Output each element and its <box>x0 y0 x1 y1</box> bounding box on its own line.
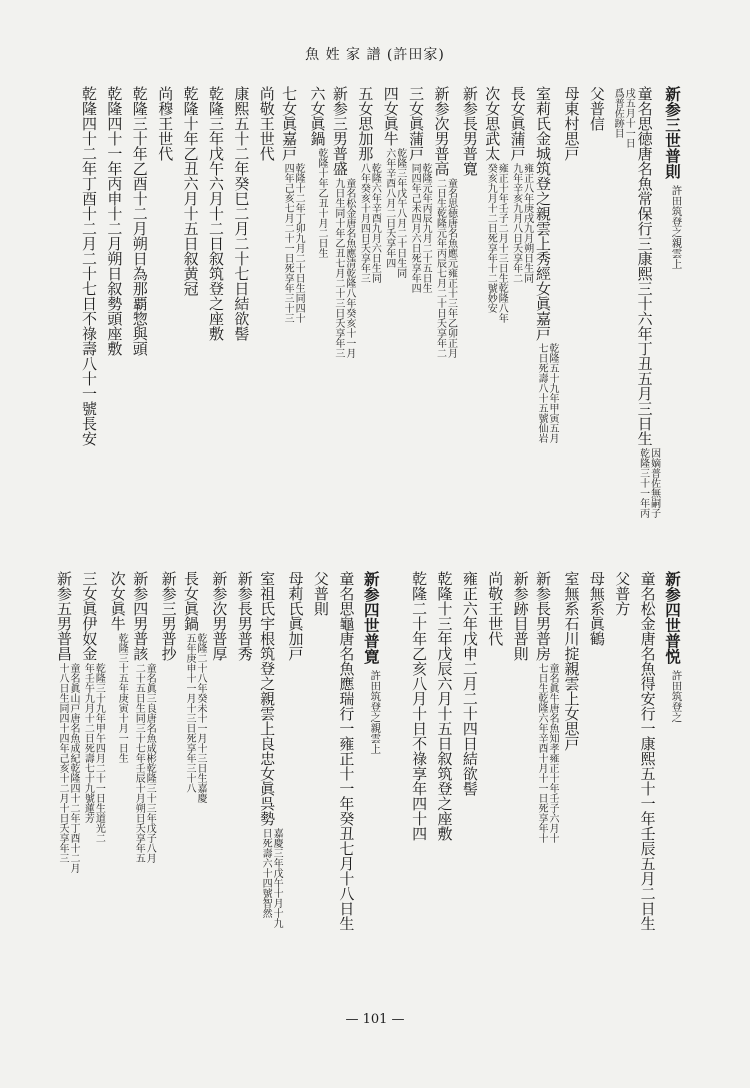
entry-heading: 新参四世普寛 <box>361 571 381 664</box>
column-text: 乾隆四十二年丁酉十二月二十七日不祿壽八十一號長安 <box>80 86 99 446</box>
entry-heading-column <box>660 571 685 723</box>
text-column <box>634 571 659 931</box>
page-number: — 101 — <box>345 1012 405 1027</box>
annotation-line: 童名松金唐名魚應清乾隆八年癸亥十一月 <box>343 178 355 358</box>
text-column <box>152 86 177 161</box>
column-text: 童名思龜唐名魚應瑞行一雍正十一年癸丑七月十八日生 <box>337 571 356 931</box>
column-text: 乾隆三十年乙酉十二月朔日為那覇惣與頭 <box>130 86 149 356</box>
annotation-line: 日死壽六十四號智然 <box>260 828 272 918</box>
text-column <box>482 571 507 646</box>
text-column <box>282 571 307 661</box>
rank-title: 許田筑登之親雲上 <box>670 185 683 269</box>
page-header-title: 魚 姓 家 譜 (許田家) <box>305 47 445 63</box>
text-column <box>533 571 558 843</box>
column-text: 次女思武太 <box>483 86 502 161</box>
column-text: 童名思徳唐名魚常保行三康熙三十六年丁丑五月三日生 <box>635 86 654 446</box>
column-text: 乾隆十三年戊辰六月十五日叙筑登之座敷 <box>435 571 454 841</box>
column-text: 尚穆王世代 <box>156 86 175 161</box>
column-text: 童名松金唐名魚得安行一康熙五十一年壬辰五月二日生 <box>638 571 657 931</box>
annotation-line: 乾隆十年乙丑十月二日生 <box>316 148 328 258</box>
text-column <box>177 86 202 296</box>
annotation <box>116 633 127 763</box>
rank-title: 許田筑登之親雲上 <box>369 670 382 754</box>
column-text: 新参長男普寛 <box>460 86 479 176</box>
rank-title: 許田筑登之 <box>670 670 683 723</box>
annotation-line: 癸亥九月十二日死享年十二號妙安 <box>485 163 497 313</box>
entry-heading: 新参四世普悦 <box>663 571 682 664</box>
text-column <box>126 86 151 356</box>
column-text: 父普則 <box>311 571 330 616</box>
annotation-line: 雍正十年壬子二月十三日生乾隆八年 <box>496 163 508 323</box>
column-text: 乾隆十年乙丑六月十五日叙黄冠 <box>181 86 200 296</box>
annotation <box>133 663 155 863</box>
text-column <box>583 571 608 646</box>
text-column <box>431 571 456 841</box>
column-text: 三女眞伊奴金 <box>80 571 99 661</box>
column-text: 尚敬王世代 <box>257 86 276 161</box>
annotation-line: 二十五日生同三十七年壬辰十月朔日夭享年五 <box>133 663 145 863</box>
annotation-line: 同四年己未四月六日死享年四 <box>409 163 421 293</box>
column-text: 次女眞牛 <box>108 571 127 631</box>
text-column <box>130 571 155 863</box>
text-column <box>206 571 231 661</box>
column-text: 長女眞鍋 <box>181 571 200 631</box>
annotation-line: 乾隆五十九年甲寅五月 <box>547 343 559 443</box>
column-text: 新参長男普秀 <box>235 571 254 661</box>
annotation-line: 二日生乾隆元年丙辰七月二十日夭享年二 <box>434 178 446 358</box>
text-column <box>104 571 129 763</box>
column-text: 室祖氏宇根筑登之親雲上良忠女眞呉勢 <box>258 571 277 826</box>
annotation-line: 乾隆三十九年甲午四月二十一日生道光二 <box>93 663 105 843</box>
text-column <box>228 86 253 341</box>
text-column <box>79 571 104 843</box>
column-text: 新参跡目普則 <box>511 571 530 661</box>
column-text: 新参四男普該 <box>131 571 150 661</box>
annotation-line: 童名思徳唐名魚應元雍正十三年乙卯正月 <box>445 178 457 358</box>
annotation-line: 乾隆十二年丁卯九月二十日生同四十 <box>293 163 305 323</box>
column-text: 五女思加那 <box>356 86 375 161</box>
column-text: 母莉氏眞加戸 <box>286 571 305 661</box>
text-column <box>101 86 126 356</box>
annotation <box>434 178 456 358</box>
annotation-line: 年壬午九月十二日死壽七十九號蓮芳 <box>82 663 94 823</box>
column-text: 新参次男普高 <box>432 86 451 176</box>
column-text: 三女眞蒲戸 <box>407 86 426 161</box>
annotation <box>260 828 282 928</box>
text-column <box>333 571 358 931</box>
column-text: 四女眞牛 <box>381 86 400 146</box>
text-column <box>406 571 431 841</box>
column-text: 康熙五十二年癸巳二月二十七日結欲髻 <box>232 86 251 341</box>
column-text: 新参三男普抄 <box>159 571 178 661</box>
annotation <box>82 663 104 843</box>
annotation <box>536 663 558 843</box>
annotation-line: 童名眞山戸唐名魚成紀乾隆四十二年丁酉十二月 <box>68 663 80 873</box>
column-text: 乾隆四十一年丙申十二月朔日叙勢頭座敷 <box>105 86 124 356</box>
text-column <box>155 571 180 661</box>
annotation-line: 八年癸亥十月四日夭享年三 <box>358 163 370 283</box>
annotation-line: 乾隆三十一年丙 <box>637 448 649 518</box>
annotation-line: 七日死壽八十五號仙岩 <box>536 343 548 443</box>
text-column <box>203 86 228 341</box>
text-column <box>253 86 278 161</box>
annotation-line: 因嫡普佐無嗣子 <box>648 448 660 518</box>
text-column <box>634 86 659 518</box>
text-column <box>507 571 532 661</box>
column-text: 長女眞蒲戸 <box>508 86 527 161</box>
column-text: 母東村思戸 <box>562 86 581 161</box>
column-text: 新参長男普房 <box>534 571 553 661</box>
text-column <box>380 86 405 278</box>
annotation <box>316 148 327 258</box>
entry-heading: 新参三世普則 <box>663 86 682 179</box>
lower-register <box>54 571 685 931</box>
column-text: 新参次男普厚 <box>210 571 229 661</box>
text-column <box>257 571 282 928</box>
annotation-line: 九日生同十年乙丑七月二十三日夭享年三 <box>332 178 344 358</box>
annotation-line: 九年辛亥九月八日夭享年二 <box>510 163 522 283</box>
annotation-line: 童名眞牛唐名魚知孝雍正十年壬子六月十 <box>547 663 559 843</box>
column-text: 室無系石川掟親雲上女思戸 <box>562 571 581 751</box>
text-column <box>308 571 333 616</box>
upper-register <box>76 86 685 518</box>
column-text: 乾隆二十年乙亥八月十日不祿享年四十四 <box>410 571 429 841</box>
text-column <box>304 86 329 258</box>
column-text: 尚敬王世代 <box>486 571 505 646</box>
annotation-line: 六年辛酉八月二日夭享年四 <box>383 148 395 268</box>
text-column <box>558 86 583 161</box>
annotation-line: 七日生乾隆六年辛酉十月十一日死享年十 <box>536 663 548 843</box>
annotation-line: 童名眞三良唐名魚成彬乾隆三十三年戊子八月 <box>144 663 156 863</box>
text-column <box>558 571 583 751</box>
entry-heading-column <box>660 86 685 269</box>
text-column <box>231 571 256 661</box>
text-column <box>431 86 456 358</box>
annotation-line: 乾隆二十八年癸未十一月十三日生嘉慶 <box>194 633 206 803</box>
column-text: 七女眞嘉戸 <box>280 86 299 161</box>
text-column <box>507 86 532 283</box>
annotation-line: 四年己亥七月二十一日死享年三十三 <box>282 163 294 323</box>
annotation-line: 乾隆元年丙辰九月二十五日生 <box>420 163 432 293</box>
column-text: 父普信 <box>587 86 606 131</box>
column-text: 新参三男普盛 <box>330 86 349 176</box>
column-text: 乾隆三年戊午六月十二日叙筑登之座敷 <box>206 86 225 341</box>
annotation-line: 雍正八年庚戌九月朔日生同 <box>521 163 533 283</box>
annotation <box>184 633 206 803</box>
text-column <box>533 86 558 443</box>
text-column <box>456 571 481 796</box>
annotation-line: 戌五月十一日 <box>623 88 635 148</box>
annotation-line: 十八日生同四十四年己亥十二月十日夭享年三 <box>57 663 69 863</box>
text-column <box>609 571 634 616</box>
text-column <box>181 571 206 803</box>
annotation-line: 乾隆三年戊午八月二十日生同 <box>394 148 406 278</box>
annotation-line: 嘉慶三年戊午十月十九 <box>271 828 283 928</box>
annotation-line: 爲普佐跡目 <box>612 88 624 138</box>
annotation-line: 乾隆三十五年庚寅十月一日生 <box>116 633 128 763</box>
text-column <box>76 86 101 446</box>
entry-heading-column <box>358 571 383 754</box>
text-column <box>279 86 304 323</box>
annotation <box>536 343 558 443</box>
annotation-line: 五年庚申十一月十三日死享年三十八 <box>183 633 195 793</box>
annotation <box>282 163 304 323</box>
column-text: 六女眞鍋 <box>308 86 327 146</box>
column-text: 新参五男普昌 <box>55 571 74 661</box>
annotation <box>638 448 660 518</box>
column-text: 室莉氏金城筑登之親雲上秀經女眞嘉戸 <box>534 86 553 341</box>
annotation-line: 乾隆六年辛酉九月六日生同 <box>369 163 381 283</box>
column-text: 雍正六年戊申二月二十四日結欲髻 <box>460 571 479 796</box>
column-text: 母無系眞鶴 <box>587 571 606 646</box>
column-text: 父普方 <box>613 571 632 616</box>
